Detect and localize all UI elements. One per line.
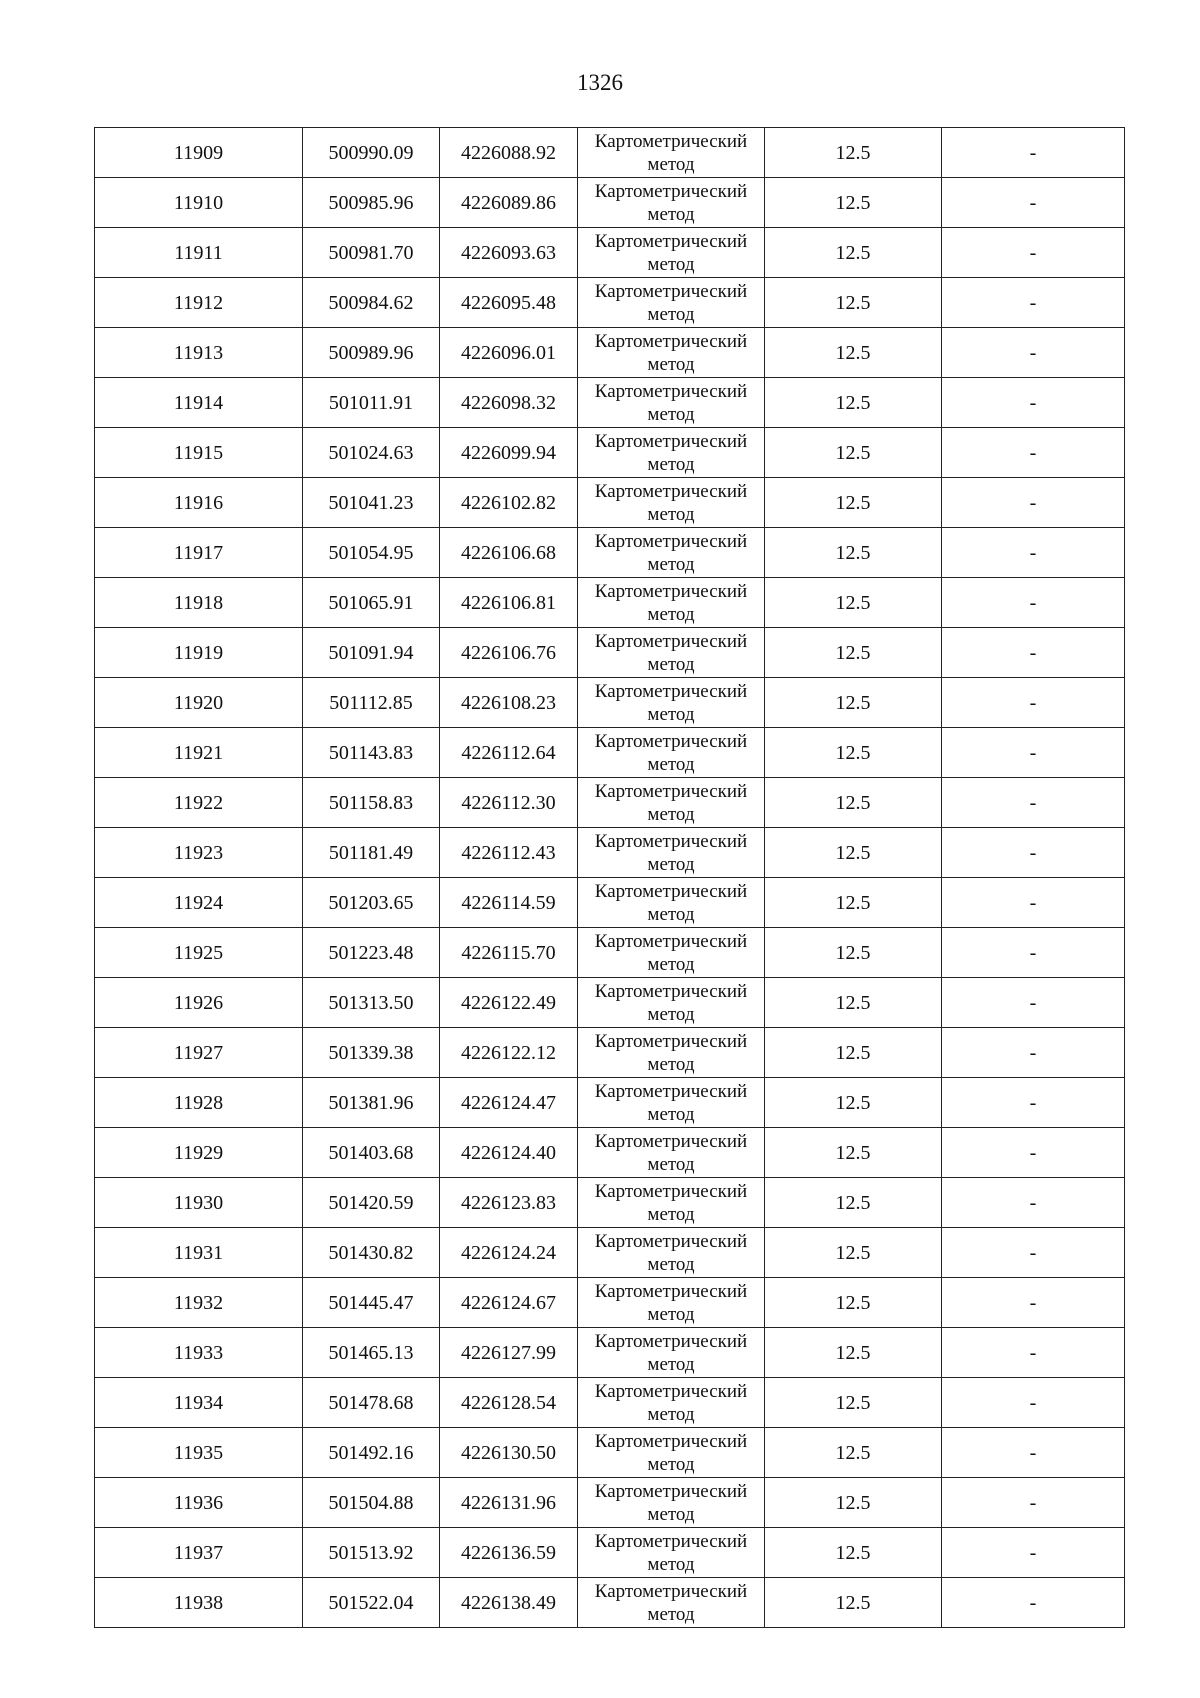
coordinates-table-body xyxy=(95,128,1125,1628)
method-cell: Картометрический метод xyxy=(578,1378,765,1428)
point-number-cell: 11915 xyxy=(95,428,303,478)
point-number-cell: 11922 xyxy=(95,778,303,828)
method-cell: Картометрический метод xyxy=(578,428,765,478)
method-cell: Картометрический метод xyxy=(578,1428,765,1478)
note-cell: - xyxy=(942,178,1125,228)
x-coordinate-cell: 501223.48 xyxy=(303,928,440,978)
point-number-cell: 11917 xyxy=(95,528,303,578)
point-number-cell: 11936 xyxy=(95,1478,303,1528)
note-cell: - xyxy=(942,1528,1125,1578)
x-coordinate-cell: 501158.83 xyxy=(303,778,440,828)
page-number: 1326 xyxy=(577,70,623,95)
y-coordinate-cell: 4226112.64 xyxy=(440,728,578,778)
x-coordinate-cell: 501339.38 xyxy=(303,1028,440,1078)
method-cell: Картометрический метод xyxy=(578,1178,765,1228)
table-row xyxy=(95,1578,1125,1628)
table-row xyxy=(95,1478,1125,1528)
method-cell: Картометрический метод xyxy=(578,1078,765,1128)
table-row xyxy=(95,1428,1125,1478)
method-cell: Картометрический метод xyxy=(578,328,765,378)
method-cell: Картометрический метод xyxy=(578,1028,765,1078)
point-number-cell: 11918 xyxy=(95,578,303,628)
accuracy-cell: 12.5 xyxy=(765,828,942,878)
point-number-cell: 11938 xyxy=(95,1578,303,1628)
point-number-cell: 11927 xyxy=(95,1028,303,1078)
method-cell: Картометрический метод xyxy=(578,1228,765,1278)
point-number-cell: 11930 xyxy=(95,1178,303,1228)
x-coordinate-cell: 501112.85 xyxy=(303,678,440,728)
coordinates-table xyxy=(94,127,1125,1628)
method-cell: Картометрический метод xyxy=(578,278,765,328)
method-cell: Картометрический метод xyxy=(578,528,765,578)
table-row xyxy=(95,1228,1125,1278)
x-coordinate-cell: 501522.04 xyxy=(303,1578,440,1628)
y-coordinate-cell: 4226114.59 xyxy=(440,878,578,928)
table-row xyxy=(95,528,1125,578)
method-cell: Картометрический метод xyxy=(578,1128,765,1178)
method-cell: Картометрический метод xyxy=(578,878,765,928)
x-coordinate-cell: 501054.95 xyxy=(303,528,440,578)
table-row xyxy=(95,928,1125,978)
point-number-cell: 11932 xyxy=(95,1278,303,1328)
note-cell: - xyxy=(942,428,1125,478)
x-coordinate-cell: 501465.13 xyxy=(303,1328,440,1378)
table-row xyxy=(95,678,1125,728)
y-coordinate-cell: 4226124.40 xyxy=(440,1128,578,1178)
method-cell: Картометрический метод xyxy=(578,728,765,778)
point-number-cell: 11925 xyxy=(95,928,303,978)
accuracy-cell: 12.5 xyxy=(765,628,942,678)
y-coordinate-cell: 4226130.50 xyxy=(440,1428,578,1478)
accuracy-cell: 12.5 xyxy=(765,678,942,728)
point-number-cell: 11937 xyxy=(95,1528,303,1578)
note-cell: - xyxy=(942,1228,1125,1278)
point-number-cell: 11910 xyxy=(95,178,303,228)
x-coordinate-cell: 500985.96 xyxy=(303,178,440,228)
point-number-cell: 11921 xyxy=(95,728,303,778)
table-row xyxy=(95,178,1125,228)
table-row xyxy=(95,1528,1125,1578)
method-cell: Картометрический метод xyxy=(578,128,765,178)
point-number-cell: 11935 xyxy=(95,1428,303,1478)
y-coordinate-cell: 4226096.01 xyxy=(440,328,578,378)
note-cell: - xyxy=(942,528,1125,578)
point-number-cell: 11931 xyxy=(95,1228,303,1278)
x-coordinate-cell: 501478.68 xyxy=(303,1378,440,1428)
y-coordinate-cell: 4226095.48 xyxy=(440,278,578,328)
accuracy-cell: 12.5 xyxy=(765,1028,942,1078)
x-coordinate-cell: 501513.92 xyxy=(303,1528,440,1578)
y-coordinate-cell: 4226089.86 xyxy=(440,178,578,228)
table-row xyxy=(95,328,1125,378)
y-coordinate-cell: 4226106.68 xyxy=(440,528,578,578)
x-coordinate-cell: 500990.09 xyxy=(303,128,440,178)
table-row xyxy=(95,978,1125,1028)
table-row xyxy=(95,1378,1125,1428)
x-coordinate-cell: 500984.62 xyxy=(303,278,440,328)
point-number-cell: 11926 xyxy=(95,978,303,1028)
table-row xyxy=(95,1328,1125,1378)
method-cell: Картометрический метод xyxy=(578,778,765,828)
note-cell: - xyxy=(942,278,1125,328)
accuracy-cell: 12.5 xyxy=(765,428,942,478)
accuracy-cell: 12.5 xyxy=(765,128,942,178)
note-cell: - xyxy=(942,1578,1125,1628)
point-number-cell: 11929 xyxy=(95,1128,303,1178)
accuracy-cell: 12.5 xyxy=(765,1428,942,1478)
accuracy-cell: 12.5 xyxy=(765,1128,942,1178)
accuracy-cell: 12.5 xyxy=(765,228,942,278)
accuracy-cell: 12.5 xyxy=(765,478,942,528)
method-cell: Картометрический метод xyxy=(578,928,765,978)
note-cell: - xyxy=(942,1128,1125,1178)
y-coordinate-cell: 4226122.49 xyxy=(440,978,578,1028)
y-coordinate-cell: 4226128.54 xyxy=(440,1378,578,1428)
note-cell: - xyxy=(942,328,1125,378)
note-cell: - xyxy=(942,378,1125,428)
accuracy-cell: 12.5 xyxy=(765,1478,942,1528)
table-row xyxy=(95,878,1125,928)
accuracy-cell: 12.5 xyxy=(765,1078,942,1128)
y-coordinate-cell: 4226098.32 xyxy=(440,378,578,428)
x-coordinate-cell: 501181.49 xyxy=(303,828,440,878)
point-number-cell: 11924 xyxy=(95,878,303,928)
x-coordinate-cell: 500981.70 xyxy=(303,228,440,278)
method-cell: Картометрический метод xyxy=(578,1328,765,1378)
accuracy-cell: 12.5 xyxy=(765,728,942,778)
point-number-cell: 11909 xyxy=(95,128,303,178)
x-coordinate-cell: 501065.91 xyxy=(303,578,440,628)
y-coordinate-cell: 4226099.94 xyxy=(440,428,578,478)
x-coordinate-cell: 501143.83 xyxy=(303,728,440,778)
x-coordinate-cell: 501011.91 xyxy=(303,378,440,428)
accuracy-cell: 12.5 xyxy=(765,378,942,428)
table-row xyxy=(95,578,1125,628)
y-coordinate-cell: 4226108.23 xyxy=(440,678,578,728)
table-row xyxy=(95,778,1125,828)
y-coordinate-cell: 4226127.99 xyxy=(440,1328,578,1378)
x-coordinate-cell: 501420.59 xyxy=(303,1178,440,1228)
point-number-cell: 11913 xyxy=(95,328,303,378)
point-number-cell: 11912 xyxy=(95,278,303,328)
note-cell: - xyxy=(942,928,1125,978)
method-cell: Картометрический метод xyxy=(578,1578,765,1628)
table-row xyxy=(95,728,1125,778)
method-cell: Картометрический метод xyxy=(578,628,765,678)
point-number-cell: 11914 xyxy=(95,378,303,428)
note-cell: - xyxy=(942,1078,1125,1128)
note-cell: - xyxy=(942,878,1125,928)
y-coordinate-cell: 4226138.49 xyxy=(440,1578,578,1628)
x-coordinate-cell: 501430.82 xyxy=(303,1228,440,1278)
x-coordinate-cell: 500989.96 xyxy=(303,328,440,378)
table-row xyxy=(95,1278,1125,1328)
y-coordinate-cell: 4226093.63 xyxy=(440,228,578,278)
x-coordinate-cell: 501504.88 xyxy=(303,1478,440,1528)
table-row xyxy=(95,228,1125,278)
method-cell: Картометрический метод xyxy=(578,378,765,428)
table-row xyxy=(95,828,1125,878)
y-coordinate-cell: 4226088.92 xyxy=(440,128,578,178)
point-number-cell: 11923 xyxy=(95,828,303,878)
accuracy-cell: 12.5 xyxy=(765,878,942,928)
method-cell: Картометрический метод xyxy=(578,228,765,278)
point-number-cell: 11919 xyxy=(95,628,303,678)
note-cell: - xyxy=(942,828,1125,878)
table-row xyxy=(95,1028,1125,1078)
point-number-cell: 11916 xyxy=(95,478,303,528)
accuracy-cell: 12.5 xyxy=(765,278,942,328)
y-coordinate-cell: 4226102.82 xyxy=(440,478,578,528)
y-coordinate-cell: 4226131.96 xyxy=(440,1478,578,1528)
point-number-cell: 11911 xyxy=(95,228,303,278)
accuracy-cell: 12.5 xyxy=(765,1228,942,1278)
x-coordinate-cell: 501403.68 xyxy=(303,1128,440,1178)
note-cell: - xyxy=(942,1328,1125,1378)
accuracy-cell: 12.5 xyxy=(765,928,942,978)
y-coordinate-cell: 4226123.83 xyxy=(440,1178,578,1228)
table-row xyxy=(95,378,1125,428)
x-coordinate-cell: 501492.16 xyxy=(303,1428,440,1478)
note-cell: - xyxy=(942,778,1125,828)
note-cell: - xyxy=(942,1478,1125,1528)
note-cell: - xyxy=(942,128,1125,178)
table-row xyxy=(95,428,1125,478)
method-cell: Картометрический метод xyxy=(578,1278,765,1328)
y-coordinate-cell: 4226106.81 xyxy=(440,578,578,628)
table-row xyxy=(95,128,1125,178)
note-cell: - xyxy=(942,728,1125,778)
note-cell: - xyxy=(942,1428,1125,1478)
method-cell: Картометрический метод xyxy=(578,578,765,628)
accuracy-cell: 12.5 xyxy=(765,978,942,1028)
x-coordinate-cell: 501091.94 xyxy=(303,628,440,678)
table-row xyxy=(95,628,1125,678)
point-number-cell: 11920 xyxy=(95,678,303,728)
table-row xyxy=(95,478,1125,528)
y-coordinate-cell: 4226124.24 xyxy=(440,1228,578,1278)
point-number-cell: 11934 xyxy=(95,1378,303,1428)
accuracy-cell: 12.5 xyxy=(765,1528,942,1578)
accuracy-cell: 12.5 xyxy=(765,1328,942,1378)
x-coordinate-cell: 501041.23 xyxy=(303,478,440,528)
y-coordinate-cell: 4226124.47 xyxy=(440,1078,578,1128)
note-cell: - xyxy=(942,228,1125,278)
y-coordinate-cell: 4226136.59 xyxy=(440,1528,578,1578)
accuracy-cell: 12.5 xyxy=(765,528,942,578)
accuracy-cell: 12.5 xyxy=(765,778,942,828)
note-cell: - xyxy=(942,1028,1125,1078)
note-cell: - xyxy=(942,978,1125,1028)
table-row xyxy=(95,278,1125,328)
note-cell: - xyxy=(942,1378,1125,1428)
accuracy-cell: 12.5 xyxy=(765,328,942,378)
method-cell: Картометрический метод xyxy=(578,1528,765,1578)
method-cell: Картометрический метод xyxy=(578,828,765,878)
method-cell: Картометрический метод xyxy=(578,178,765,228)
table-row xyxy=(95,1078,1125,1128)
x-coordinate-cell: 501445.47 xyxy=(303,1278,440,1328)
accuracy-cell: 12.5 xyxy=(765,578,942,628)
x-coordinate-cell: 501313.50 xyxy=(303,978,440,1028)
accuracy-cell: 12.5 xyxy=(765,1178,942,1228)
point-number-cell: 11928 xyxy=(95,1078,303,1128)
table-row xyxy=(95,1178,1125,1228)
x-coordinate-cell: 501024.63 xyxy=(303,428,440,478)
method-cell: Картометрический метод xyxy=(578,478,765,528)
note-cell: - xyxy=(942,628,1125,678)
y-coordinate-cell: 4226112.30 xyxy=(440,778,578,828)
note-cell: - xyxy=(942,1278,1125,1328)
point-number-cell: 11933 xyxy=(95,1328,303,1378)
y-coordinate-cell: 4226124.67 xyxy=(440,1278,578,1328)
note-cell: - xyxy=(942,678,1125,728)
method-cell: Картометрический метод xyxy=(578,678,765,728)
accuracy-cell: 12.5 xyxy=(765,178,942,228)
x-coordinate-cell: 501203.65 xyxy=(303,878,440,928)
x-coordinate-cell: 501381.96 xyxy=(303,1078,440,1128)
accuracy-cell: 12.5 xyxy=(765,1378,942,1428)
accuracy-cell: 12.5 xyxy=(765,1278,942,1328)
y-coordinate-cell: 4226112.43 xyxy=(440,828,578,878)
note-cell: - xyxy=(942,478,1125,528)
note-cell: - xyxy=(942,578,1125,628)
method-cell: Картометрический метод xyxy=(578,978,765,1028)
y-coordinate-cell: 4226122.12 xyxy=(440,1028,578,1078)
note-cell: - xyxy=(942,1178,1125,1228)
y-coordinate-cell: 4226106.76 xyxy=(440,628,578,678)
method-cell: Картометрический метод xyxy=(578,1478,765,1528)
y-coordinate-cell: 4226115.70 xyxy=(440,928,578,978)
table-row xyxy=(95,1128,1125,1178)
accuracy-cell: 12.5 xyxy=(765,1578,942,1628)
